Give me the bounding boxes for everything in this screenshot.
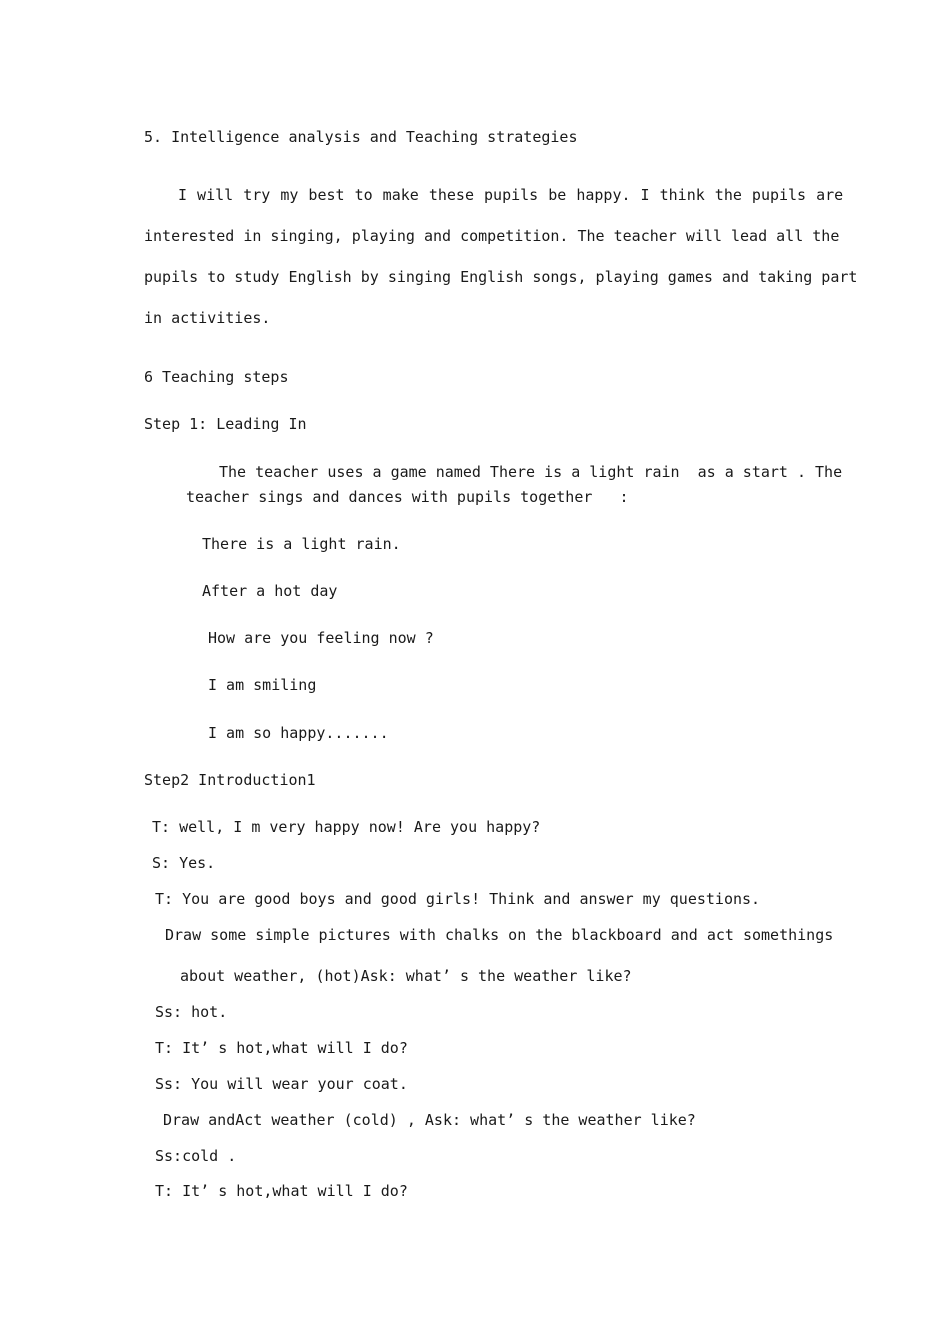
dialogue-line: Ss: You will wear your coat.: [155, 1075, 408, 1093]
song-line: After a hot day: [202, 582, 338, 600]
section-5-heading: 5. Intelligence analysis and Teaching strategies: [144, 128, 578, 146]
step-1-text-line-1: The teacher uses a game named There is a light rain as a start . The: [219, 463, 843, 481]
step-1-text-line-2: teacher sings and dances with pupils together :: [186, 488, 629, 506]
song-line: There is a light rain.: [202, 535, 401, 553]
dialogue-line: about weather, (hot)Ask: what’ s the weather like?: [180, 967, 632, 985]
section-5-paragraph-line-3: pupils to study English by singing English songs, playing games and taking part: [144, 268, 858, 286]
dialogue-line: Ss: hot.: [155, 1003, 228, 1021]
step-1-heading: Step 1: Leading In: [144, 415, 307, 433]
section-5-paragraph-line-4: in activities.: [144, 309, 271, 327]
section-6-heading: 6 Teaching steps: [144, 368, 289, 386]
song-line: I am smiling: [208, 676, 317, 694]
step-2-heading: Step2 Introduction1: [144, 771, 316, 789]
dialogue-line: Draw andAct weather (cold) , Ask: what’ s the weather like?: [163, 1111, 696, 1129]
dialogue-line: T: well, I m very happy now! Are you happy?: [152, 818, 541, 836]
dialogue-line: Ss:cold .: [155, 1147, 237, 1165]
section-5-paragraph-line-2: interested in singing, playing and competition. The teacher will lead all the: [144, 227, 840, 245]
dialogue-line: Draw some simple pictures with chalks on the blackboard and act somethings: [165, 926, 834, 944]
song-line: How are you feeling now ?: [208, 629, 434, 647]
dialogue-line: T: It’ s hot,what will I do?: [155, 1039, 408, 1057]
dialogue-line: T: It’ s hot,what will I do?: [155, 1182, 408, 1200]
song-line: I am so happy.......: [208, 724, 389, 742]
section-5-paragraph-line-1: I will try my best to make these pupils be happy. I think the pupils are: [178, 186, 844, 204]
dialogue-line: T: You are good boys and good girls! Think and answer my questions.: [155, 890, 761, 908]
dialogue-line: S: Yes.: [152, 854, 216, 872]
